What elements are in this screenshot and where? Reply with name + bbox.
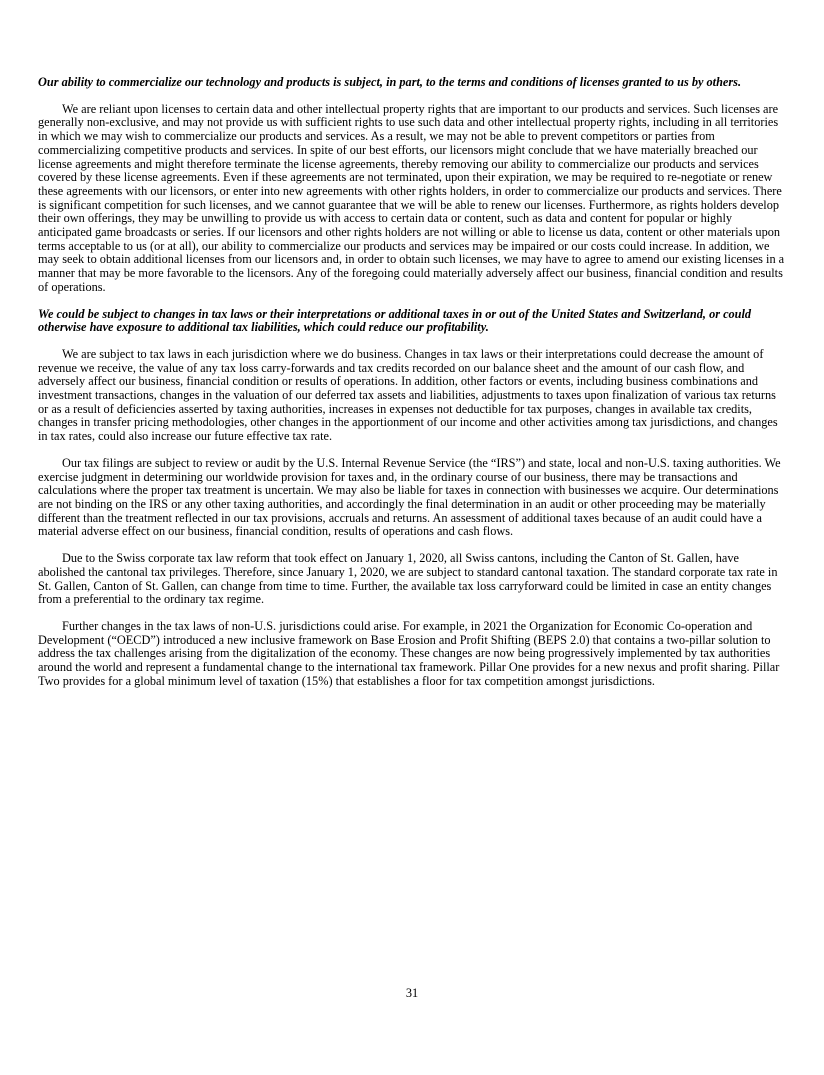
paragraph-swiss-reform: Due to the Swiss corporate tax law reform that took effect on January 1, 2020, all Swiss cantons, including the Canton of St. Gallen, have abolished the cantonal tax privileges. Therefore, since January 1, 2020, we are subject to standard cantonal taxation. The standard corporate tax rate in St. Gallen, Canton of St. Gallen, can change from time to time. Further, the available tax loss carryforward could be limited in case an entity changes from a preferential to the ordinary tax regime. (38, 551, 778, 607)
document-body (38, 76, 788, 701)
section-heading-tax: We could be subject to changes in tax laws or their interpretations or additional taxes in or out of the United States and Switzerland, or could otherwise have exposure to additional tax liabilities, which could reduce our profitability. (38, 306, 752, 335)
paragraph-tax-laws: We are subject to tax laws in each jurisdiction where we do business. Changes in tax laws or their interpretations could decrease the amount of revenue we receive, the value of any tax loss carry-forwards and tax credits recorded on our balance sheet and the amount of our cash flow, and adversely affect our business, financial condition or results of operations. In addition, other factors or events, including business combinations and investment transactions, changes in the valuation of our deferred tax assets and liabilities, adjustments to taxes upon finalization of various tax returns or as a result of deficiencies asserted by taxing authorities, increases in expenses not deductible for tax purposes, changes in available tax credits, changes in transfer pricing methodologies, other changes in the apportionment of our income and other activities among tax jurisdictions, and changes in tax rates, could also increase our future effective tax rate. (38, 346, 778, 444)
paragraph-oecd-changes: Further changes in the tax laws of non-U.S. jurisdictions could arise. For example, in 2021 the Organization for Economic Co-operation and Development (“OECD”) introduced a new inclusive framework on Base Erosion and Profit Shifting (BEPS 2.0) that contains a two-pillar solution to address the tax challenges arising from the digitalization of the economy. These changes are now being progressively implemented by tax authorities around the world and represent a fundamental change to the international tax framework. Pillar One provides for a new nexus and profit sharing. Pillar Two provides for a global minimum level of taxation (15%) that establishes a floor for tax competition amongst jurisdictions. (38, 618, 780, 688)
page-number: 31 (405, 986, 419, 1000)
paragraph-tax-filings: Our tax filings are subject to review or audit by the U.S. Internal Revenue Service (the “IRS”) and state, local and non-U.S. taxing authorities. We exercise judgment in determining our worldwide provision for taxes and, in the ordinary course of our business, there may be transactions and calculations where the proper tax treatment is uncertain. We may also be liable for taxes in connection with businesses we acquire. Our determinations are not binding on the IRS or any other taxing authorities, and accordingly the final determination in an audit or other proceeding may be materially different than the treatment reflected in our tax provisions, accruals and returns. An assessment of additional taxes because of an audit could have a material adverse effect on our business, financial condition, results of operations and cash flows. (38, 455, 781, 539)
section-heading-licenses: Our ability to commercialize our technology and products is subject, in part, to the terms and conditions of licenses granted to us by others. (38, 75, 742, 89)
paragraph-licenses: We are reliant upon licenses to certain data and other intellectual property rights that are important to our products and services. Such licenses are generally non-exclusive, and may not provide us with sufficient rights to use such data and other intellectual property rights, including in all territories in which we may wish to commercialize our products and services. As a result, we may not be able to prevent competitors or parties from commercializing competitive products and services. In spite of our best efforts, our licensors might conclude that we have materially breached our license agreements and might therefore terminate the license agreements, thereby removing our ability to commercialize our products and services covered by these license agreements. Even if these agreements are not terminated, upon their expiration, we may be required to re-negotiate or renew these agreements with our licensors, or enter into new agreements with other rights holders, in order to commercialize our products and services. There is significant competition for such licenses, and we cannot guarantee that we will be able to renew our licenses. Furthermore, as rights holders develop their own offerings, they may be unwilling to provide us with access to certain data or content, such as data and content for popular or highly anticipated game broadcasts or series. If our licensors and other rights holders are not willing or able to license us data, content or other materials upon terms acceptable to us (or at all), our ability to commercialize our products and services may be impaired or our costs could increase. In addition, we may seek to obtain additional licenses from our licensors and, in order to obtain such licenses, we may have to agree to amend our existing licenses in a manner that may be more favorable to the licensors. Any of the foregoing could materially adversely affect our business, financial condition and results of operations. (38, 101, 785, 294)
